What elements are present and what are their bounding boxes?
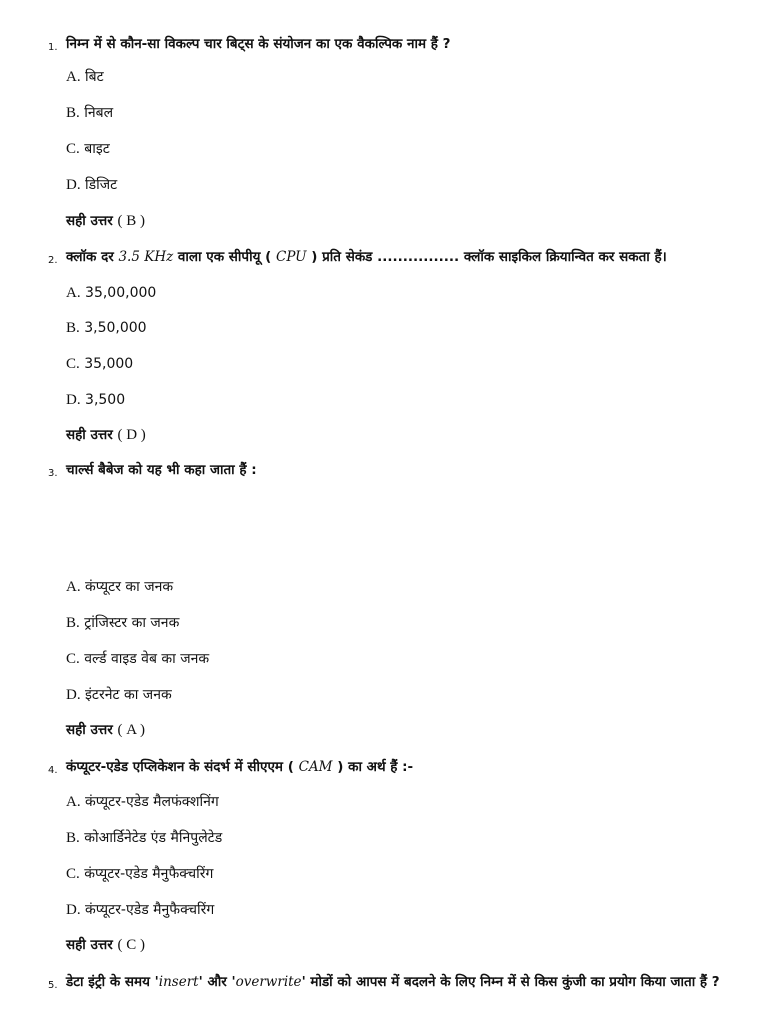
option-b (66, 828, 222, 848)
option-text: निबल (84, 105, 114, 121)
question-text-part: ' और ' (198, 974, 236, 990)
option-letter: A. (66, 794, 81, 810)
correct-answer (66, 935, 145, 955)
math-expression: CPU (275, 249, 307, 265)
math-expression: 3.5 KHz (118, 249, 174, 265)
question-number: 5. (48, 980, 58, 991)
option-letter: C. (66, 356, 80, 372)
question-text-part: कंप्यूटर-एडेड एप्लिकेशन के संदर्भ में सीएएम ( (66, 759, 299, 775)
question-text-part: वाला एक सीपीयू ( (173, 249, 276, 265)
option-b (66, 318, 147, 338)
answer-value: ( C ) (117, 937, 145, 953)
option-letter: C. (66, 651, 80, 667)
answer-value: ( D ) (117, 427, 146, 443)
option-a (66, 283, 156, 303)
option-letter: D. (66, 902, 81, 918)
answer-label: सही उत्तर (66, 213, 113, 229)
option-text: कंप्यूटर-एडेड मैलफंक्शनिंग (85, 794, 219, 810)
option-letter: D. (66, 177, 81, 193)
option-d (66, 390, 125, 410)
math-expression: insert (158, 974, 199, 990)
math-expression: overwrite (235, 974, 302, 990)
option-letter: B. (66, 105, 80, 121)
option-letter: D. (66, 392, 81, 408)
question-number: 1. (48, 42, 58, 53)
option-c (66, 649, 209, 669)
question-text-part: ) का अर्थ हैं :- (332, 759, 414, 775)
option-text: बाइट (84, 141, 110, 157)
option-text: कंप्यूटर-एडेड मैनुफैक्चरिंग (85, 902, 215, 918)
option-letter: A. (66, 579, 81, 595)
option-letter: B. (66, 615, 80, 631)
question-number: 2. (48, 255, 58, 266)
math-expression: CAM (298, 759, 333, 775)
correct-answer (66, 720, 145, 740)
option-text: डिजिट (85, 177, 118, 193)
question-5 (48, 971, 728, 997)
option-text: 3,500 (85, 392, 126, 408)
option-text: बिट (85, 69, 104, 85)
option-d (66, 685, 172, 705)
question-text: निम्न में से कौन-सा विकल्प चार बिट्स के संयोजन का एक वैकल्पिक नाम हैं ? (66, 36, 451, 52)
option-text: 3,50,000 (84, 320, 147, 336)
answer-value: ( B ) (117, 213, 145, 229)
question-3 (48, 459, 728, 485)
answer-label: सही उत्तर (66, 722, 113, 738)
option-text: कंप्यूटर का जनक (85, 579, 174, 595)
option-letter: D. (66, 687, 81, 703)
option-d (66, 175, 117, 195)
option-text: 35,00,000 (85, 285, 157, 301)
option-b (66, 103, 113, 123)
option-text: कंप्यूटर-एडेड मैनुफैक्चरिंग (84, 866, 214, 882)
question-text (66, 756, 728, 778)
option-c (66, 139, 110, 159)
option-letter: C. (66, 866, 80, 882)
option-text: कोआर्डिनेटेड एंड मैनिपुलेटेड (84, 830, 223, 846)
question-text (66, 971, 728, 993)
question-text-part: ' मोडों को आपस में बदलने के लिए निम्न में से किस कुंजी का प्रयोग किया जाता हैं ? (301, 974, 720, 990)
option-text: 35,000 (84, 356, 134, 372)
question-text: चार्ल्स बैबेज को यह भी कहा जाता हैं : (66, 462, 257, 478)
option-letter: B. (66, 320, 80, 336)
question-number: 4. (48, 765, 58, 776)
answer-label: सही उत्तर (66, 937, 113, 953)
question-text-part: क्लॉक दर (66, 249, 119, 265)
question-2 (48, 246, 728, 272)
option-b (66, 613, 179, 633)
option-letter: A. (66, 69, 81, 85)
question-text (66, 246, 728, 268)
option-letter: B. (66, 830, 80, 846)
answer-value: ( A ) (117, 722, 145, 738)
option-text: इंटरनेट का जनक (85, 687, 172, 703)
answer-label: सही उत्तर (66, 427, 113, 443)
option-text: ट्रांजिस्टर का जनक (84, 615, 180, 631)
correct-answer (66, 425, 146, 445)
question-text-part: डेटा इंट्री के समय ' (66, 974, 159, 990)
option-text: वर्ल्ड वाइड वेब का जनक (84, 651, 210, 667)
question-number: 3. (48, 468, 58, 479)
option-a (66, 67, 104, 87)
question-4 (48, 756, 728, 782)
option-c (66, 864, 213, 884)
option-a (66, 577, 173, 597)
option-d (66, 900, 214, 920)
correct-answer (66, 211, 145, 231)
question-text-part: ) प्रति सेकंड ................ क्लॉक साइकिल क्रियान्वित कर सकता हैं। (306, 249, 667, 265)
option-a (66, 792, 219, 812)
option-c (66, 354, 133, 374)
question-1 (48, 33, 728, 59)
option-letter: A. (66, 285, 81, 301)
option-letter: C. (66, 141, 80, 157)
